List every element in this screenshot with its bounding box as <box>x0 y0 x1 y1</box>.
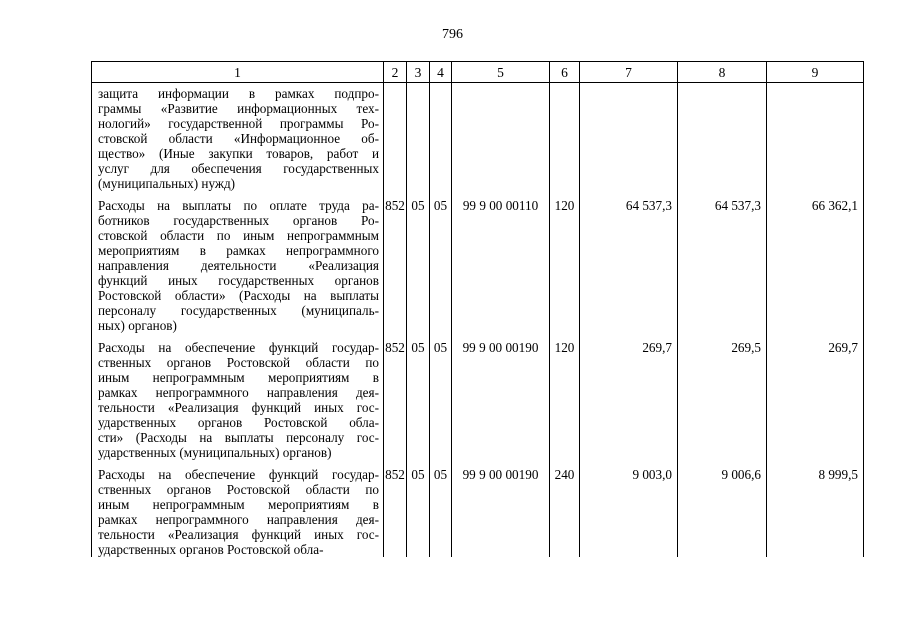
description-line: Ростовской области» (Расходы на выплаты <box>98 288 379 303</box>
description-line: иным непрограммным мероприятиям в <box>98 497 379 512</box>
amount-col-8: 9 006,6 <box>678 467 767 557</box>
subsection-code <box>430 83 452 199</box>
amount-col-7 <box>580 83 678 199</box>
header-row <box>92 62 864 83</box>
amount-col-7: 64 537,3 <box>580 198 678 340</box>
header-cell: 6 <box>550 62 580 83</box>
row-description <box>92 340 384 467</box>
description-line: ботников государственных органов Ро- <box>98 213 379 228</box>
table-row <box>92 467 864 557</box>
description-line: Расходы на обеспечение функций государ- <box>98 467 379 482</box>
expense-type-code: 240 <box>550 467 580 557</box>
section-code: 05 <box>407 340 430 467</box>
description-line: ных) органов) <box>98 318 177 333</box>
description-line: персоналу государственных (муниципаль- <box>98 303 379 318</box>
description-line: иным непрограммным мероприятиям в <box>98 370 379 385</box>
header-cell: 9 <box>767 62 864 83</box>
table-row <box>92 340 864 467</box>
description-line: рамках непрограммного направления дея- <box>98 385 379 400</box>
description-line: стовской области «Информационное об- <box>98 131 379 146</box>
rz-code: 852 <box>384 198 407 340</box>
subsection-code: 05 <box>430 340 452 467</box>
description-line: Расходы на выплаты по оплате труда ра- <box>98 198 379 213</box>
description-line: тельности «Реализация функций иных гос- <box>98 527 379 542</box>
description-line: защита информации в рамках подпро- <box>98 86 379 101</box>
header-cell: 5 <box>452 62 550 83</box>
row-description <box>92 198 384 340</box>
target-article-code <box>452 83 550 199</box>
rz-code <box>384 83 407 199</box>
amount-col-9 <box>767 83 864 199</box>
page-number: 796 <box>442 27 463 42</box>
amount-col-7: 9 003,0 <box>580 467 678 557</box>
header-cell: 1 <box>92 62 384 83</box>
description-line: тельности «Реализация функций иных гос- <box>98 400 379 415</box>
amount-col-7: 269,7 <box>580 340 678 467</box>
target-article-code: 99 9 00 00190 <box>452 340 550 467</box>
amount-col-8 <box>678 83 767 199</box>
table-body <box>92 83 864 558</box>
rz-code: 852 <box>384 340 407 467</box>
description-line: направления деятельности «Реализация <box>98 258 379 273</box>
expense-type-code <box>550 83 580 199</box>
description-line: граммы «Развитие информационных тех- <box>98 101 379 116</box>
header-cell: 7 <box>580 62 678 83</box>
description-line: функций иных государственных органов <box>98 273 379 288</box>
description-line: нологий» государственной программы Ро- <box>98 116 379 131</box>
amount-col-9: 8 999,5 <box>767 467 864 557</box>
header-cell: 4 <box>430 62 452 83</box>
description-line: рамках непрограммного направления дея- <box>98 512 379 527</box>
subsection-code: 05 <box>430 198 452 340</box>
row-description <box>92 83 384 199</box>
description-line: мероприятиям в рамках непрограммного <box>98 243 379 258</box>
amount-col-8: 64 537,3 <box>678 198 767 340</box>
budget-table <box>91 61 864 557</box>
section-code: 05 <box>407 467 430 557</box>
description-line: ударственных (муниципальных) органов) <box>98 445 332 460</box>
amount-col-9: 66 362,1 <box>767 198 864 340</box>
description-line: ударственных органов Ростовской обла- <box>98 542 324 557</box>
description-line: ударственных органов Ростовской обла- <box>98 415 379 430</box>
expense-type-code: 120 <box>550 340 580 467</box>
description-line: ственных органов Ростовской области по <box>98 355 379 370</box>
header-cell: 8 <box>678 62 767 83</box>
amount-col-9: 269,7 <box>767 340 864 467</box>
description-line: услуг для обеспечения государственных <box>98 161 379 176</box>
rz-code: 852 <box>384 467 407 557</box>
section-code: 05 <box>407 198 430 340</box>
description-line: сти» (Расходы на выплаты персоналу гос- <box>98 430 379 445</box>
description-line: ственных органов Ростовской области по <box>98 482 379 497</box>
description-line: (муниципальных) нужд) <box>98 176 236 191</box>
description-line: стовской области по иным непрограммным <box>98 228 379 243</box>
table-row <box>92 83 864 199</box>
subsection-code: 05 <box>430 467 452 557</box>
amount-col-8: 269,5 <box>678 340 767 467</box>
table-row <box>92 198 864 340</box>
header-cell: 2 <box>384 62 407 83</box>
section-code <box>407 83 430 199</box>
header-cell: 3 <box>407 62 430 83</box>
expense-type-code: 120 <box>550 198 580 340</box>
target-article-code: 99 9 00 00110 <box>452 198 550 340</box>
description-line: щество» (Иные закупки товаров, работ и <box>98 146 379 161</box>
row-description <box>92 467 384 557</box>
target-article-code: 99 9 00 00190 <box>452 467 550 557</box>
description-line: Расходы на обеспечение функций государ- <box>98 340 379 355</box>
